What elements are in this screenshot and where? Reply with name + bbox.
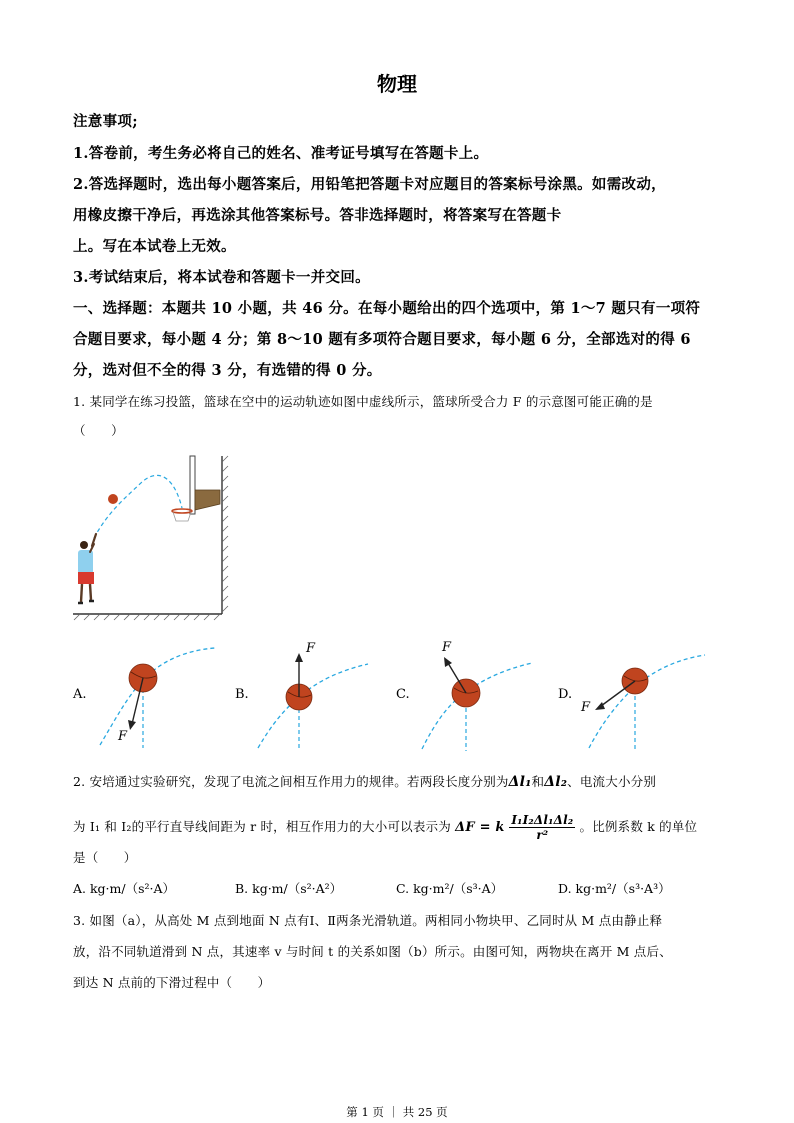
q1-stem-line-2: （ ） <box>73 423 124 438</box>
q2-choice-b[interactable]: B. kg·m/（s²·A²） <box>235 881 343 896</box>
backboard <box>190 456 195 514</box>
q1-option-b-label[interactable]: B. <box>235 687 249 702</box>
q2-formula-fraction <box>509 813 575 842</box>
q3-stem-line-2: 放，沿不同轨道滑到 N 点，其速率 v 与时间 t 的关系如图（b）所示。由图可知，两物块在离开 M 点后、 <box>73 944 672 959</box>
notes-heading: 注意事项; <box>73 113 138 130</box>
ball-trajectory <box>94 475 182 538</box>
q1-option-c-label[interactable]: C. <box>396 687 410 702</box>
section-1-instructions-line-1: 一、选择题：本题共 10 小题，共 46 分。在每小题给出的四个选项中，第 1～7 题只有一项符 <box>73 300 701 317</box>
wall-hatching <box>222 456 228 612</box>
note-item-2-line-1: 2.答选择题时，选出每小题答案后，用铅笔把答题卡对应题目的答案标号涂黑。如需改动， <box>73 176 666 193</box>
force-label-a: F <box>118 729 128 744</box>
q2-stem-line-3: 是（ ） <box>73 850 137 865</box>
q3-stem-line-3: 到达 N 点前的下滑过程中（ ） <box>73 975 271 990</box>
q2-stem-line-2 <box>73 813 697 842</box>
backboard-bracket <box>195 490 220 510</box>
q2-delta-l2: Δl₂ <box>544 774 568 790</box>
q1-option-a-label[interactable]: A. <box>73 687 87 702</box>
note-item-3: 3.考试结束后，将本试卷和答题卡一并交回。 <box>73 269 370 286</box>
basketball <box>108 494 118 504</box>
force-label-c: F <box>442 640 452 655</box>
q2-stem-line-1 <box>73 772 656 790</box>
note-item-2-line-2: 用橡皮擦干净后，再选涂其他答案标号。答非选择题时，将答案写在答题卡 <box>73 207 562 224</box>
basketball-shot-figure <box>70 452 230 627</box>
q2-stem-line-2-text: 为 I₁ 和 I₂的平行直导线间距为 r 时，相互作用力的大小可以表示为 <box>73 819 451 834</box>
q2-choice-a[interactable]: A. kg·m/（s²·A） <box>73 881 176 896</box>
section-1-instructions-line-3: 分，选对但不全的得 3 分，有选错的得 0 分。 <box>73 362 382 379</box>
q1-stem-line-1: 1. 某同学在练习投篮，篮球在空中的运动轨迹如图中虚线所示，篮球所受合力 F 的示意图可能正确的是 <box>73 394 653 409</box>
q2-formula-denominator: r² <box>536 828 549 842</box>
q2-choice-c[interactable]: C. kg·m²/（s³·A） <box>396 881 504 896</box>
page-footer: 第 1 页 ｜ 共 25 页 <box>346 1105 448 1119</box>
player-figure <box>78 534 96 603</box>
note-item-2-line-3: 上。写在本试卷上无效。 <box>73 238 236 255</box>
q1-option-c-figure[interactable] <box>412 635 542 752</box>
q2-choice-d[interactable]: D. kg·m²/（s³·A³） <box>558 881 671 896</box>
q1-option-a-figure[interactable] <box>90 640 220 752</box>
q2-formula <box>455 813 575 842</box>
page-title: 物理 <box>377 72 417 96</box>
q2-stem-line-1-tail: 、电流大小分别 <box>567 774 657 789</box>
note-item-1: 1.答卷前，考生务必将自己的姓名、准考证号填写在答题卡上。 <box>73 145 489 162</box>
q2-formula-numerator: I₁I₂Δl₁Δl₂ <box>511 813 574 827</box>
q1-option-d-label[interactable]: D. <box>558 687 573 702</box>
hoop-rim <box>172 509 192 513</box>
floor-hatching <box>74 614 220 620</box>
force-label-d: F <box>581 700 591 715</box>
q1-option-d-figure[interactable] <box>575 645 715 752</box>
q2-and: 和 <box>531 774 545 789</box>
q2-stem-line-1-text: 2. 安培通过实验研究，发现了电流之间相互作用力的规律。若两段长度分别为 <box>73 774 509 789</box>
q2-formula-left: ΔF = k <box>455 820 505 835</box>
q2-delta-l1: Δl₁ <box>508 774 532 790</box>
force-label-b: F <box>306 641 316 656</box>
q1-option-b-figure[interactable] <box>250 640 380 752</box>
q2-stem-line-2-tail: 。比例系数 k 的单位 <box>579 819 698 834</box>
section-1-instructions-line-2: 合题目要求，每小题 4 分；第 8～10 题有多项符合题目要求，每小题 6 分，全部选对的得 6 <box>73 331 691 348</box>
q3-stem-line-1: 3. 如图（a），从高处 M 点到地面 N 点有Ⅰ、Ⅱ两条光滑轨道。两相同小物块甲、乙同时从 M 点由静止释 <box>73 913 663 928</box>
